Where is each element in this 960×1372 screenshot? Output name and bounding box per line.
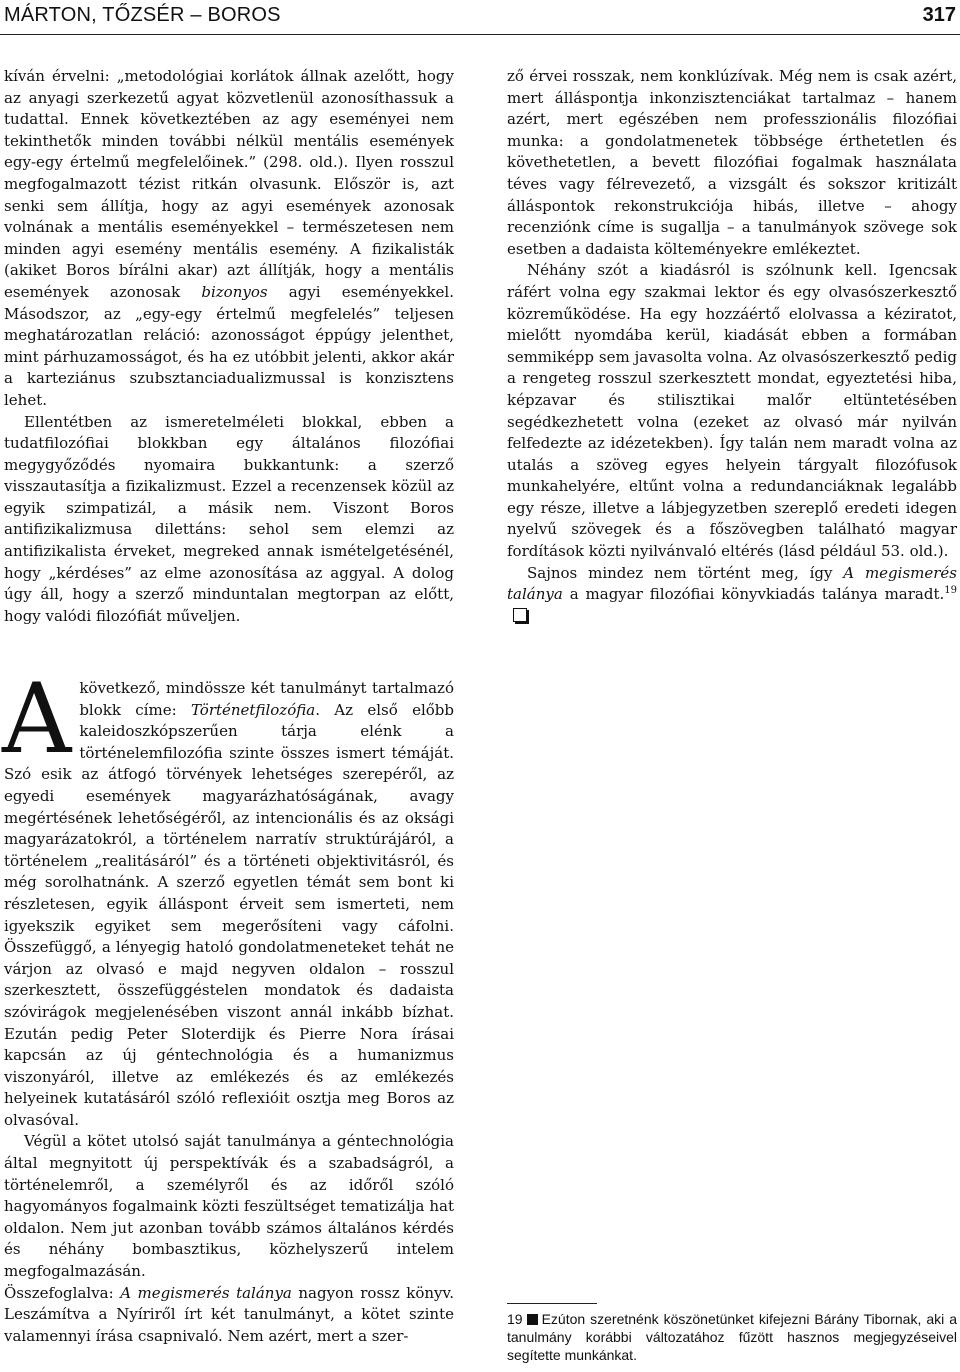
right-p3-italic: A megismerés talánya: [507, 563, 957, 604]
footnote-reference: 19: [944, 585, 957, 597]
lower-p1-italic: Történetfilozófia: [190, 700, 316, 719]
header-rule: [0, 34, 960, 35]
footnote-square-icon: [527, 1314, 538, 1325]
footnote-rule: [507, 1303, 597, 1304]
lower-p1-end: . Az első előbb kaleidoszkópszerűen tárja elénk a történelemfilozófia szinte összes ismert témáját. Szó esik az átfogó törvények lehetséges szerepéről, az egyedi események magyarázhatóságának, avagy megértésének lehetőségéről, az intencionális és az oksági magyarázatokról, a történelem narratív struktúrájáról, a történelem „realitásáról” és a történeti objektivitásról, és még sorolhatnánk. A szerző egyetlen témát sem bont ki részletesen, egyik álláspont érveit sem ismerteti, nem igyekszik egyiket sem megerősíteni vagy cáfolni. Összefüggő, a lényegig hatoló gondolatmeneteket tehát ne várjon az olvasó e majd negyven oldalon – rosszul szerkesztett, összefüggéstelen mondatok és dadaista szóvirágok megjelenésében viszont annál inkább bízhat. Ezután pedig Peter Sloterdijk és Pierre Nora írásai kapcsán az új géntechnológia és a humanizmus viszonyáról, illetve az emlékezés és az emlékezés helyeinek kutatásáról szóló reflexióit osztja meg Boros az olvasóval.: [4, 700, 454, 1129]
page-number: 317: [922, 4, 956, 26]
lower-paragraph-2: Végül a kötet utolsó saját tanulmánya a géntechnológia által megnyitott új perspektívák és a szabadságról, a történelemről, a személyről és az időről szóló hagyományos fogalmaink közti feszültséget tematizálja hat oldalon. Nem jut azonban tovább számos általános kérdés és néhány bombasztikus, közhelyszerű intelem megfogalmazásán.: [4, 1132, 454, 1281]
left-p1-italic: bizonyos: [201, 282, 268, 301]
running-header: [0, 4, 960, 32]
header-authors: MÁRTON, TŐZSÉR – BOROS: [4, 4, 281, 26]
lower-paragraph-1: [2, 663, 454, 1131]
lower-left-column: [2, 663, 454, 1347]
lower-p3-italic: A megismerés talánya: [120, 1283, 292, 1302]
left-paragraph-2: Ellentétben az ismeretelméleti blokkal, ebben a tudatfilozófiai blokkban egy általános filozófiai megygyőződés nyomaira bukkantunk: a szerző visszautasítja a fizikalizmust. Ezzel a recenzensek közül az egyik szimpatizál, a másik nem. Viszont Boros antifizikalizmusa dilettáns: sehol sem elemzi az antifizikalista érveket, megreked annak ismételgetésénél, hogy „kérdéses” az elme azonosítása az aggyal. A dolog úgy áll, hogy a szerző minduntalan megtorpan az előtt, hogy valódi filozófiát műveljen.: [4, 412, 454, 625]
left-p1-text: kíván érvelni: „metodológiai korlátok állnak azelőtt, hogy az anyagi szerkezetű agyat közvetlenül azonosíthassuk a tudattal. Ennek következtében az agy eseményei nem tekinthetők minden további nélkül mentális események egy-egy értelmű megfelelőinek.” (298. old.). Ilyen rosszul megfogalmazott tézist ritkán olvasunk. Először is, azt senki sem állítja, hogy az agyi események azonosak volnának a mentális eseményekkel – természetesen nem minden agyi esemény mentális esemény. A fizikalisták (akiket Boros bírálni akar) azt állítják, hogy a mentális események azonosak: [4, 67, 454, 301]
right-p3-text: Sajnos mindez nem történt meg, így: [527, 563, 844, 582]
footnote-text: Ezúton szeretnénk köszönetünket kifejezni Bárány Tibornak, aki a tanulmány korábbi változatához fűzött hasznos megjegyzéseivel segítette munkánkat.: [507, 1311, 957, 1363]
footnote: [507, 1310, 957, 1364]
lower-p3-end: nagyon rossz könyv. Leszámítva a Nyíriről írt két tanulmányt, a kötet szinte valamennyi írása csapnivaló. Nem azért, mert a szer-: [4, 1283, 454, 1345]
right-column: [507, 66, 957, 627]
left-paragraph-1: [4, 66, 454, 412]
lower-paragraph-3: [4, 1283, 454, 1348]
right-paragraph-3: [507, 563, 957, 628]
left-p1-end: agyi eseményekkel. Másodszor, az „egy-egy értelmű megfelelés” teljesen meghatározatlan reláció: azonosságot éppúgy jelenthet, mint párhuzamosságot, és ha ez utóbbit jelenti, akkor akár a karteziánus szubsztanciadualizmussal is konzisztens lehet.: [4, 282, 454, 409]
right-p3-end: a magyar filozófiai könyvkiadás talánya maradt.: [562, 585, 945, 604]
drop-cap: A: [2, 663, 72, 775]
left-column: [4, 66, 454, 627]
right-paragraph-1: ző érvei rosszak, nem konklúzívak. Még nem is csak azért, mert álláspontja inkonzisztenciákat tartalmaz – hanem azért, mert egészében nem professzionális filozófiai munka: a gondolatmenetek többsége érthetetlen és követhetetlen, a bevett filozófiai fogalmak használata téves vagy félrevezető, a vizsgált és sokszor kritizált álláspontok rekonstrukciója hibás, illetve – ahogy recenziónk címe is sugallja – a tanulmányok szövege sok esetben a dadaista költeményekre emlékeztet.: [507, 67, 957, 258]
lower-p3-text: Összefoglalva:: [4, 1283, 121, 1302]
lower-p1-text: következő, mindössze két tanulmányt tartalmazó blokk címe:: [79, 679, 454, 719]
right-paragraph-2: Néhány szót a kiadásról is szólnunk kell. Igencsak ráfért volna egy szakmai lektor és egy olvasószerkesztő közreműködése. Ha egy hozzáértő elolvassa a kéziratot, mielőtt nyomdába kerül, kiadását ebben a formában semmiképp sem javasolta volna. Az olvasószerkesztő pedig a rengeteg rosszul szerkesztett mondat, egyeztetési hiba, képzavar és stilisztikai malőr eltüntetésében segédkezhetett volna (ezeket az olvasó már nyilván felfedezte az idézetekben). Így talán nem maradt volna az utalás a szöveg egyes helyein tárgyalt filozófusok munkahelyére, eltűnt volna a redundanciáknak legalább egy része, illetve a lábjegyzetben szereplő eredeti idegen nyelvű szövegek és a főszövegben található magyar fordítások közti nyilvánvaló eltérés (lásd például 53. old.).: [507, 261, 957, 561]
end-of-article-mark: [513, 608, 527, 622]
footnote-number: 19: [507, 1311, 523, 1327]
